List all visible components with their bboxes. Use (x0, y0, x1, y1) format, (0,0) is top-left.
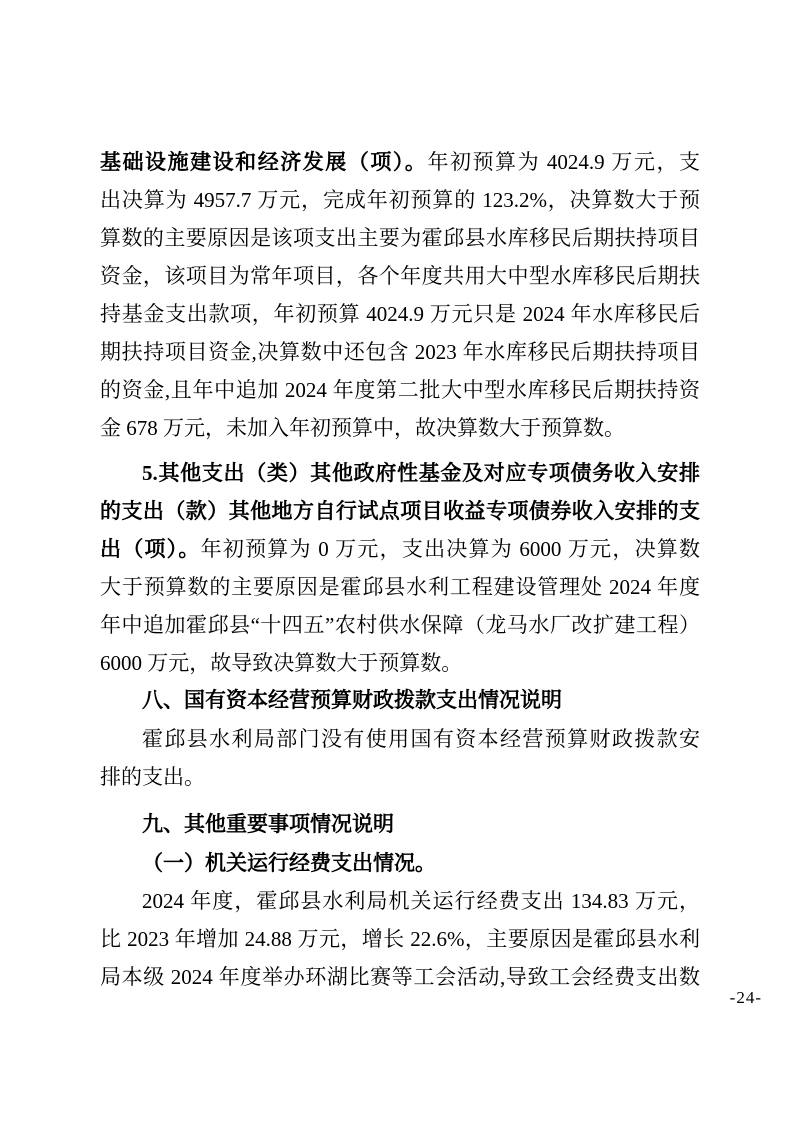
text-line (100, 454, 700, 492)
text-line (100, 530, 700, 568)
text-line: 金 678 万元，未加入年初预算中，故决算数大于预算数。 (100, 416, 625, 440)
paragraph-state-capital-note (100, 720, 700, 796)
text-line: 6000 万元，故导致决算数大于预算数。 (100, 651, 463, 675)
bold-lead-text: 出（项）。 (100, 537, 201, 561)
text-line: 2024 年度，霍邱县水利局机关运行经费支出 134.83 万元， (142, 889, 700, 913)
body-text: 年初预算为 4024.9 万元，支 (427, 150, 701, 174)
text-line: 出决算为 4957.7 万元，完成年初预算的 123.2%，决算数大于预 (100, 188, 700, 212)
text-line: 局本级 2024 年度举办环湖比赛等工会活动,导致工会经费支出数 (100, 965, 700, 989)
text-line: 比 2023 年增加 24.88 万元，增长 22.6%，主要原因是霍邱县水利 (100, 927, 700, 951)
bold-lead-text: 的支出（款）其他地方自行试点项目收益专项债券收入安排的支 (100, 499, 700, 523)
body-text: 年初预算为 0 万元，支出决算为 6000 万元，决算数 (200, 537, 701, 561)
text-line: 年中追加霍邱县“十四五”农村供水保障（龙马水厂改扩建工程） (100, 613, 700, 637)
paragraph-operating-expenses-detail (100, 882, 700, 996)
text-line: 算数的主要原因是该项支出主要为霍邱县水库移民后期扶持项目 (100, 226, 700, 250)
text-line: 排的支出。 (100, 765, 205, 789)
text-line (100, 143, 700, 181)
subheading-agency-operating-expenses: （一）机关运行经费支出情况。 (142, 851, 436, 875)
heading-section-8-state-capital: 八、国有资本经营预算财政拨款支出情况说明 (142, 689, 562, 712)
text-line: 期扶持项目资金,决算数中还包含 2023 年水库移民后期扶持项目 (100, 340, 700, 364)
page-content (100, 143, 700, 996)
text-line: 霍邱县水利局部门没有使用国有资本经营预算财政拨款安 (142, 727, 700, 751)
bold-lead-text: 基础设施建设和经济发展（项）。 (100, 150, 428, 174)
text-line: 持基金支出款项，年初预算 4024.9 万元只是 2024 年水库移民后 (100, 302, 700, 326)
text-line: 的资金,且年中追加 2024 年度第二批大中型水库移民后期扶持资 (100, 378, 700, 402)
heading-section-9-other-matters: 九、其他重要事项情况说明 (142, 813, 394, 836)
text-line: 资金，该项目为常年项目，各个年度共用大中型水库移民后期扶 (100, 264, 700, 288)
paragraph-other-expenditure-item5 (100, 454, 700, 682)
text-line (100, 492, 700, 530)
page-number: -24- (729, 988, 762, 1007)
bold-lead-text: 5.其他支出（类）其他政府性基金及对应专项债务收入安排 (142, 461, 700, 485)
text-line: 大于预算数的主要原因是霍邱县水利工程建设管理处 2024 年度 (100, 575, 700, 599)
paragraph-infrastructure-expenditure (100, 143, 700, 447)
